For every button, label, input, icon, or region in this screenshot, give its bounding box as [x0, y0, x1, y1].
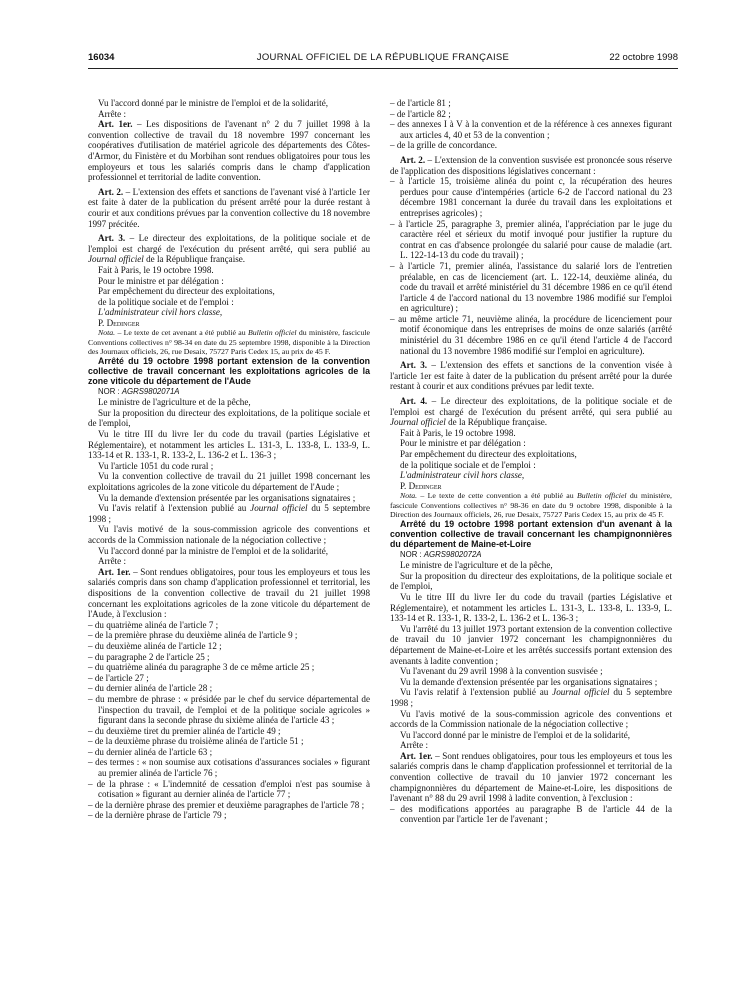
article-text: – Sont rendues obligatoires, pour tous les employeurs et tous les salariés compris dans le champ d'application professionnel et territorial de la convention collective de travail du 10 janvier 1972 concernant les champignonnières du département de Maine-et-Loire, les dispositions de l'avenant n° 88 du 29 avril 1998 à ladite convention, à l'exclusion :	[390, 750, 672, 804]
paragraph: Vu le titre III du livre Ier du code du travail (parties Législative et Réglementaire), et notamment les articles L. 131-3, L. 133-8, L. 133-9, L. 133-14 et R. 133-1, R. 133-2, L. 136-2 et L. 136-3 ;	[390, 591, 672, 624]
list-item: – du deuxième tiret du premier alinéa de l'article 49 ;	[88, 726, 370, 737]
journal-reference: Journal officiel	[390, 417, 446, 428]
signature-line: Pour le ministre et par délégation :	[98, 275, 224, 286]
place-date: Fait à Paris, le 19 octobre 1998.	[400, 427, 516, 438]
paragraph: Le ministre de l'agriculture et de la pêche,	[400, 560, 553, 571]
list-item: – de l'article 27 ;	[88, 673, 370, 684]
paragraph: Sur la proposition du directeur des exploitations, de la politique sociale et de l'emploi,	[88, 407, 370, 429]
nor-label: NOR :	[400, 549, 424, 559]
paragraph: Vu l'arrêté du 13 juillet 1973 portant extension de la convention collective de travail du 10 janvier 1972 concernant les champignonnières du département de Maine-et-Loire et les arrêtés successifs portant extension des avenants à ladite convention ;	[390, 623, 672, 666]
list-item: – de la grille de concordance.	[390, 140, 672, 151]
list-item: – de l'article 82 ;	[390, 109, 672, 120]
nor-label: NOR :	[98, 386, 122, 396]
text: Vu l'avis relatif à l'extension publié au	[400, 687, 553, 698]
journal-reference: Journal officiel	[88, 254, 144, 265]
list-item: – du paragraphe 2 de l'article 25 ;	[88, 652, 370, 663]
list-item: – des annexes I à V à la convention et de la référence à ces annexes figurant aux articles 4, 40 et 53 de la convention ;	[390, 119, 672, 140]
nota-label: Nota.	[400, 491, 418, 501]
list-item: – à l'article 25, paragraphe 3, premier alinéa, l'appréciation par le juge du caractère réel et sérieux du motif invoqué pour justifier la rupture du contrat en cas d'absence prolongée du salarié pour cause de maladie (art. L. 122-14-13 du code du travail) ;	[390, 219, 672, 261]
arrete-heading: Arrête :	[98, 556, 127, 567]
article	[390, 360, 672, 392]
paragraph: Vu la convention collective de travail du 21 juillet 1998 concernant les exploitations agricoles de la zone viticole du département de l'Aude ;	[88, 471, 370, 493]
nor-code	[88, 387, 370, 398]
list-item: – de la phrase : « L'indemnité de cessation d'emploi n'est pas soumise à cotisation » figurant au dernier alinéa de l'article 77 ;	[88, 779, 370, 800]
paragraph: Vu l'avis motivé de la sous-commission agricole des conventions et accords de la Commission nationale de la négociation collective ;	[390, 708, 672, 730]
paragraph: Vu la demande d'extension présentée par les organisations signataires ;	[98, 492, 356, 503]
paragraph	[390, 687, 672, 708]
article-text: – Sont rendues obligatoires, pour tous les employeurs et tous les salariés compris dans son champ d'application professionnel et territorial, les dispositions de la convention collective de travail du 21 juillet 1998 concernant les exploitations agricoles de la zone viticole du département de l'Aude, à l'exclusion :	[88, 566, 370, 620]
list-item: – à l'article 71, premier alinéa, l'assistance du salarié lors de l'entretien préalable, en cas de licenciement (art. L. 122-14, deuxième alinéa, du code du travail et arrêté ministériel du 31 décembre 1986 en ce qu'il étend l'article 4 de l'accord national du 13 novembre 1986 modifié sur l'emploi en agriculture) ;	[390, 261, 672, 314]
exclusion-list	[390, 804, 672, 825]
nota	[88, 328, 370, 356]
list-item: – des modifications apportées au paragraphe B de l'article 44 de la convention par l'article 1er de l'avenant ;	[390, 804, 672, 825]
journal-reference: Journal officiel	[250, 503, 308, 514]
paragraph: Vu l'accord donné par la ministre de l'emploi et de la solidarité,	[98, 545, 328, 556]
list-item: – à l'article 15, troisième alinéa du point c, la récupération des heures perdues pour cause d'intempéries (article 6-2 de l'accord national du 23 décembre 1981 concernant la durée du travail dans les exploitations et entreprises agricoles) ;	[390, 176, 672, 218]
list-item: – de l'article 81 ;	[390, 98, 672, 109]
bulletin-reference: Bulletin officiel	[247, 328, 297, 338]
list-item: – du quatrième alinéa de l'article 7 ;	[88, 620, 370, 631]
article	[390, 751, 672, 804]
signature-line: Par empêchement du directeur des exploitations,	[98, 286, 275, 297]
text: du 5 septembre 1998 ;	[88, 503, 370, 524]
list-item: – du membre de phrase : « présidée par le chef du service départemental de l'inspection du travail, de l'emploi et de la politique sociale agricoles » figurant dans la seconde phrase du sixième alinéa de l'article 43 ;	[88, 694, 370, 726]
signature-line: Pour le ministre et par délégation :	[400, 438, 526, 449]
paragraph: Vu l'accord donné par le ministre de l'emploi et de la solidarité,	[98, 98, 328, 108]
paragraph: Vu le titre III du livre Ier du code du travail (parties Législative et Réglementaire), et notamment les articles L. 131-3, L. 133-8, L. 133-9, L. 133-14 et R. 133-1, R. 133-2, L. 136-2 et L. 136-3 ;	[88, 429, 370, 461]
article-label: Art. 1er.	[98, 119, 133, 130]
article-label: Art. 2.	[98, 186, 124, 197]
article-text: de la République française.	[445, 417, 548, 428]
text: du 5 septembre 1998 ;	[390, 687, 672, 708]
article-text: – Les dispositions de l'avenant n° 2 du 7 juillet 1998 à la convention collective de travail du 18 novembre 1997 concernant les coopératives d'utilisation de matériel agricole des départements des Côtes-d'Armor, du Finistère et du Morbihan sont rendues obligatoires pour tous les employeurs et tous les salariés compris dans le champ d'application professionnel et territorial de ladite convention.	[88, 119, 370, 183]
journal-reference: Journal officiel	[552, 687, 610, 698]
signature-block	[390, 438, 672, 491]
signature-block	[88, 276, 370, 329]
paragraph: Sur la proposition du directeur des exploitations, de la politique sociale et de l'emploi,	[390, 570, 672, 592]
list-item: – du deuxième alinéa de l'article 12 ;	[88, 641, 370, 652]
arrete-heading: Arrête :	[400, 740, 429, 751]
reserve-list	[390, 176, 672, 356]
list-item: – de la première phrase du deuxième alinéa de l'article 9 ;	[88, 630, 370, 641]
article-label: Art. 2.	[400, 154, 426, 165]
article	[390, 396, 672, 428]
article	[88, 187, 370, 229]
signature-line: L'administrateur civil hors classe,	[98, 307, 223, 318]
article	[88, 233, 370, 265]
article-text: – L'extension des effets et sanctions de l'avenant visé à l'article 1er est faite à dater de la publication du présent arrêté pour la durée restant à courir et aux conditions prévues par la convention collective du 18 novembre 1997 précitée.	[88, 186, 370, 229]
signature-line: de la politique sociale et de l'emploi :	[98, 296, 234, 307]
nota	[390, 491, 672, 519]
article-text: de la République française.	[143, 254, 246, 265]
article-text: – L'extension des effets et sanctions de la convention visée à l'article 1er est faite à dater de la publication du présent arrêté pour la durée restant à courir et aux conditions prévues par ledit texte.	[390, 360, 672, 392]
nota-text: – Le texte de cet avenant a été publié au	[115, 328, 248, 338]
signature-line: Par empêchement du directeur des exploitations,	[400, 449, 577, 459]
nor-value: AGRS9802072A	[423, 549, 482, 559]
arrete-heading: Arrête :	[98, 108, 127, 119]
paragraph: Vu l'accord donné par le ministre de l'emploi et de la solidarité,	[400, 729, 630, 740]
article	[88, 567, 370, 620]
paragraph: Vu l'avenant du 29 avril 1998 à la convention susvisée ;	[400, 666, 603, 677]
signatory-name: P. Dedinger	[98, 317, 140, 328]
article	[88, 119, 370, 183]
article-text: – L'extension de la convention susvisée est prononcée sous réserve de l'application des dispositions législatives concernant :	[390, 154, 673, 176]
list-item: – du dernier alinéa de l'article 28 ;	[88, 683, 370, 694]
list-item: – du quatrième alinéa du paragraphe 3 de ce même article 25 ;	[88, 662, 370, 673]
signature-line: de la politique sociale et de l'emploi :	[400, 459, 536, 470]
nota-label: Nota.	[98, 328, 116, 338]
paragraph: Vu la demande d'extension présentée par les organisations signataires ;	[400, 676, 658, 687]
list-item: – du dernier alinéa de l'article 63 ;	[88, 747, 370, 758]
article-label: Art. 3.	[98, 233, 126, 244]
list-item: – de la dernière phrase des premier et deuxième paragraphes de l'article 78 ;	[88, 800, 370, 811]
article-text: – Le directeur des exploitations, de la politique sociale et de l'emploi est chargé de l'exécution du présent arrêté, qui sera publié au	[88, 233, 371, 254]
issue-date: 22 octobre 1998	[609, 52, 678, 63]
list-item: – de la dernière phrase de l'article 79 ;	[88, 810, 370, 821]
signatory-name: P. Dedinger	[400, 480, 442, 491]
place-date: Fait à Paris, le 19 octobre 1998.	[98, 264, 214, 275]
nor-code	[390, 550, 672, 561]
journal-title: JOURNAL OFFICIEL DE LA RÉPUBLIQUE FRANÇAISE	[256, 52, 510, 63]
article	[390, 155, 672, 176]
nota-text: du ministère, fascicule Conventions collectives n° 98-34 en date du 25 septembre 1998, disponible à la Direction des Journaux officiels, 26, rue Desaix, 75727 Paris Cedex 15, au prix de 45 F.	[88, 328, 370, 356]
nota-text: – Le texte de cette convention a été publié au	[417, 491, 577, 501]
list-item: – des termes : « non soumise aux cotisations d'assurances sociales » figurant au premier alinéa de l'article 76 ;	[88, 757, 370, 778]
page-header	[88, 50, 678, 69]
list-item: – au même article 71, neuvième alinéa, la procédure de licenciement pour motif économique dans les entreprises de moins de onze salariés (arrêté ministériel du 31 décembre 1986 en ce qu'il étend l'article 4 de l'accord national du 13 novembre 1986 modifié sur l'emploi en agriculture).	[390, 314, 672, 356]
signature-line: L'administrateur civil hors classe,	[400, 470, 525, 481]
paragraph	[88, 503, 370, 524]
text: Vu l'avis relatif à l'extension publié au	[98, 503, 251, 514]
article-label: Art. 4.	[400, 396, 428, 407]
paragraph: Vu l'article 1051 du code rural ;	[98, 460, 214, 471]
article-label: Art. 1er.	[98, 566, 131, 577]
bulletin-reference: Bulletin officiel	[576, 491, 627, 501]
paragraph: Vu l'avis motivé de la sous-commission agricole des conventions et accords de la Commission nationale de la négociation collective ;	[88, 524, 370, 545]
paragraph: Le ministre de l'agriculture et de la pêche,	[98, 397, 251, 408]
article-text: – Le directeur des exploitations, de la politique sociale et de l'emploi est chargé de l'exécution du présent arrêté, qui sera publié au	[390, 396, 673, 417]
right-column	[390, 98, 672, 825]
exclusion-list	[88, 620, 370, 821]
list-item: – de la deuxième phrase du troisième alinéa de l'article 51 ;	[88, 736, 370, 747]
arrete-title: Arrêté du 19 octobre 1998 portant extension de la convention collective de travail concernant les exploitations agricoles de la zone viticole du département de l'Aude	[88, 356, 370, 387]
nor-value: AGRS9802071A	[121, 386, 180, 396]
nota-text: du ministère, fascicule Conventions collectives n° 98-36 en date du 9 octobre 1998, disponible à la Direction des Journaux officiels, 26, rue Desaix, 75727 Paris Cedex 15, au prix de 45 F.	[390, 491, 672, 519]
article-label: Art. 1er.	[400, 750, 433, 761]
left-column	[88, 98, 370, 821]
article-label: Art. 3.	[400, 360, 428, 371]
exclusion-list	[390, 98, 672, 151]
page-number: 16034	[88, 52, 115, 63]
arrete-title: Arrêté du 19 octobre 1998 portant extension d'un avenant à la convention collective de travail concernant les champignonnières du département de Maine-et-Loire	[390, 518, 672, 550]
